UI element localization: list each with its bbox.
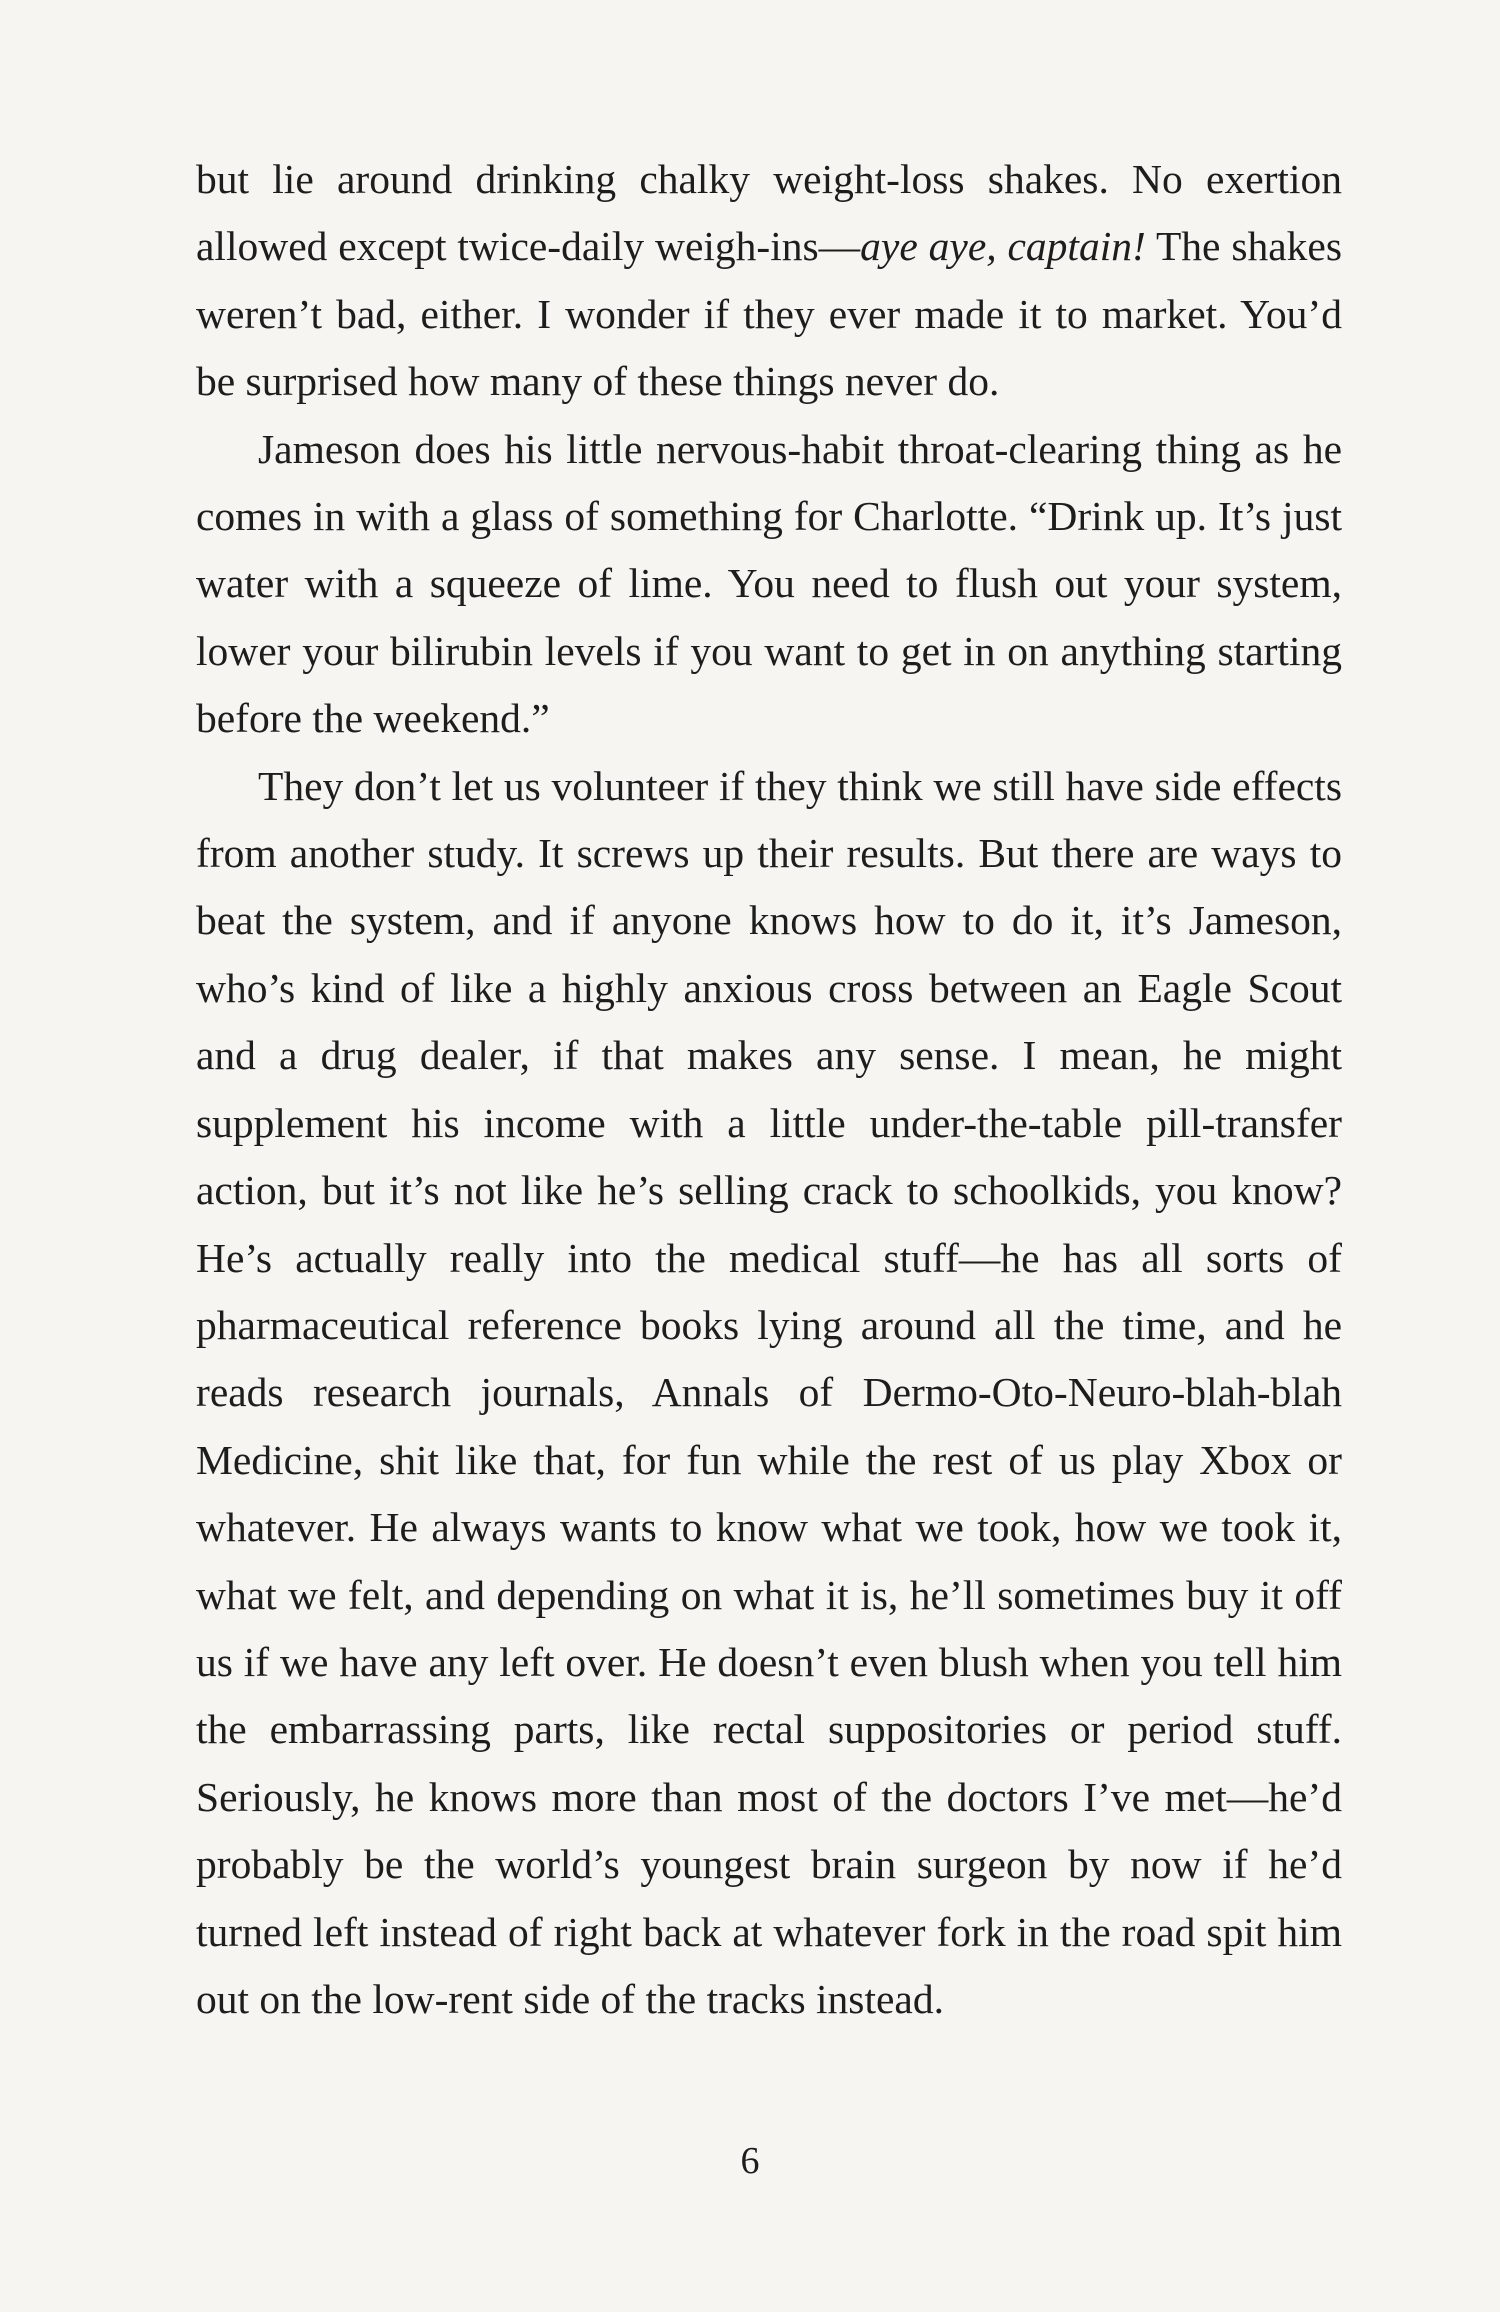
paragraph-1-segment-1: but lie around drinking chalky weight-loss shakes. No exertion allowed except twice-daily weigh-ins—	[196, 156, 1342, 270]
paragraph-jameson-drink	[196, 416, 1342, 753]
body-text	[196, 146, 1342, 2033]
paragraph-1-italic-phrase: aye aye, captain!	[860, 223, 1146, 270]
paragraph-1-segment-3: The shakes weren’t bad, either. I wonder if they ever made it to market. You’d be surprised how many of these things never do.	[196, 223, 1342, 405]
paragraph-volunteer-system	[196, 753, 1342, 2034]
paragraph-continuation	[196, 146, 1342, 416]
paragraph-3-text: They don’t let us volunteer if they think we still have side effects from another study. It screws up their results. But there are ways to beat the system, and if anyone knows how to do it, it’s Jameson, who’s kind of like a highly anxious cross between an Eagle Scout and a drug dealer, if that makes any sense. I mean, he might supplement his income with a little under-the-table pill-transfer action, but it’s not like he’s selling crack to schoolkids, you know? He’s actually really into the medical stuff—he has all sorts of pharmaceutical reference books lying around all the time, and he reads research journals, Annals of Dermo-Oto-Neuro-blah-blah Medicine, shit like that, for fun while the rest of us play Xbox or whatever. He always wants to know what we took, how we took it, what we felt, and depending on what it is, he’ll sometimes buy it off us if we have any left over. He doesn’t even blush when you tell him the embarrassing parts, like rectal suppositories or period stuff. Seriously, he knows more than most of the doctors I’ve met—he’d probably be the world’s youngest brain surgeon by now if he’d turned left instead of right back at whatever fork in the road spit him out on the low-rent side of the tracks instead.	[196, 762, 1342, 2022]
page-number: 6	[740, 2140, 760, 2182]
paragraph-2-text: Jameson does his little nervous-habit throat-clearing thing as he comes in with a glass of something for Charlotte. “Drink up. It’s just water with a squeeze of lime. You need to flush out your system, lower your bilirubin levels if you want to get in on anything starting before the weekend.”	[196, 425, 1342, 742]
